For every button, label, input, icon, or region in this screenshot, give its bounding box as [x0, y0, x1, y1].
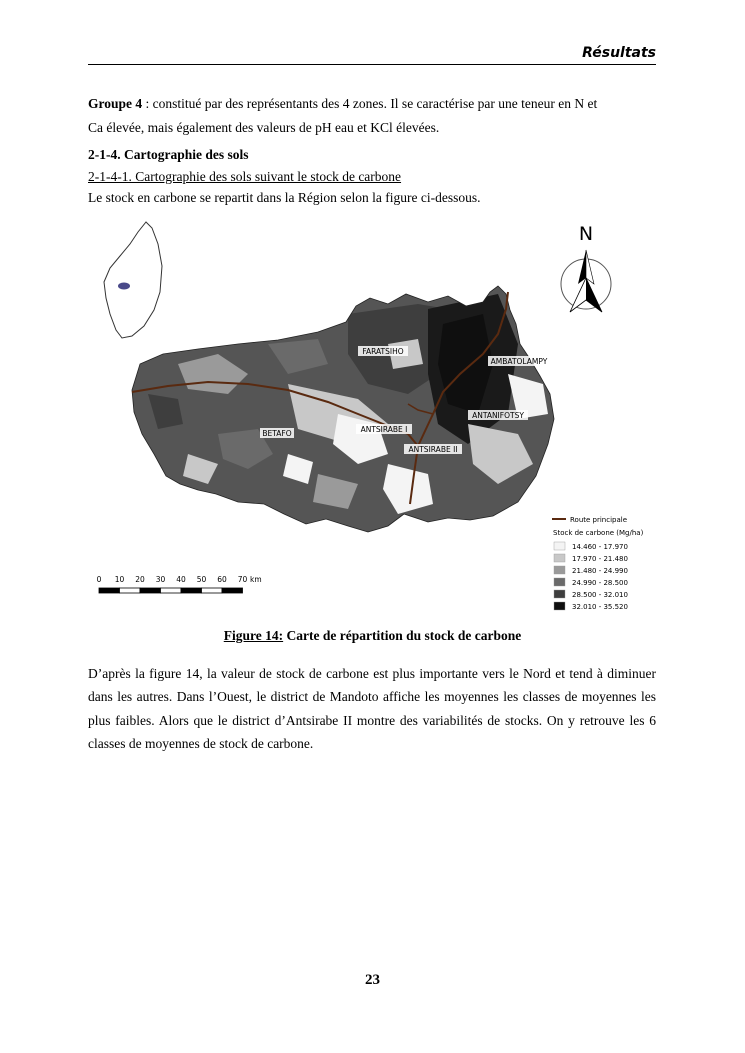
- legend-range: 24.990 - 28.500: [572, 579, 628, 587]
- legend-title: Stock de carbone (Mg/ha): [553, 529, 644, 537]
- group-paragraph: [88, 92, 656, 139]
- legend-swatch: [554, 542, 565, 550]
- legend-road-label: Route principale: [570, 516, 628, 524]
- page-number: 23: [365, 972, 380, 988]
- scale-bar: [97, 575, 262, 593]
- legend-range: 17.970 - 21.480: [572, 555, 628, 563]
- place-label: AMBATOLAMPY: [490, 357, 548, 366]
- inset-map: [104, 222, 162, 338]
- scale-tick-label: 10: [114, 575, 125, 584]
- scale-tick-label: 20: [135, 575, 145, 584]
- section-heading: 2-1-4. Cartographie des sols: [88, 147, 249, 162]
- legend-swatch: [554, 578, 565, 586]
- legend-swatch: [554, 602, 565, 610]
- scale-segment: [161, 588, 182, 593]
- scale-segment: [120, 588, 141, 593]
- legend-range: 32.010 - 35.520: [572, 603, 628, 611]
- scale-tick-label: 40: [176, 575, 186, 584]
- place-label: ANTANIFOTSY: [472, 411, 524, 420]
- body-paragraph: D’après la figure 14, la valeur de stock de carbone est plus importante vers le Nord et tend à diminuer dans les autres. Dans l’Ouest, le district de Mandoto affiche les moyennes les classes de moyennes les plus faibles. Alors que le district d’Antsirabe II montre des variabilités de stocks. On y retrouve les 6 classes de moyennes de stock de carbone.: [88, 666, 656, 751]
- running-header: [88, 44, 656, 65]
- place-label: ANTSIRABE II: [408, 445, 458, 454]
- group-text-line2: Ca élevée, mais également des valeurs de pH eau et KCl élevées.: [88, 119, 440, 135]
- place-label: ANTSIRABE I: [360, 425, 408, 434]
- legend-range: 28.500 - 32.010: [572, 591, 628, 599]
- scale-segment: [181, 588, 202, 593]
- figure-label: Figure 14:: [223, 628, 284, 643]
- region-map: [128, 284, 558, 544]
- figure-caption: [0, 628, 745, 644]
- legend-swatch: [554, 554, 565, 562]
- place-label: FARATSIHO: [362, 347, 404, 356]
- group-text-line1: : constitué par des représentants des 4 zones. Il se caractérise par une teneur en N et: [142, 96, 598, 111]
- header-title: Résultats: [582, 45, 656, 61]
- north-arrow: [561, 223, 611, 312]
- legend-range: 14.460 - 17.970: [572, 543, 628, 551]
- scale-segment: [202, 588, 223, 593]
- group-label: Groupe 4: [88, 96, 143, 111]
- scale-tick-label: 30: [155, 575, 166, 584]
- scale-segment: [222, 588, 243, 593]
- scale-tick-label: 0: [96, 575, 102, 584]
- scale-tick-label: 60: [217, 575, 227, 584]
- scale-segment: [99, 588, 120, 593]
- figure-title: Carte de répartition du stock de carbone: [283, 628, 522, 643]
- legend-swatch: [554, 566, 565, 574]
- scale-tick-label: 70: [237, 575, 248, 584]
- north-label: N: [578, 223, 594, 245]
- section-subheading: 2-1-4-1. Cartographie des sols suivant le stock de carbone: [88, 168, 402, 184]
- scale-unit: km: [250, 575, 262, 584]
- scale-tick-label: 50: [196, 575, 207, 584]
- section-block: [88, 143, 656, 209]
- section-lead: Le stock en carbone se repartit dans la Région selon la figure ci-dessous.: [88, 189, 481, 205]
- scale-segment: [140, 588, 161, 593]
- legend-range: 21.480 - 24.990: [572, 567, 628, 575]
- carbon-stock-map: [88, 214, 656, 614]
- legend-swatch: [554, 590, 565, 598]
- map-legend: [552, 516, 644, 611]
- place-label: BETAFO: [262, 429, 292, 438]
